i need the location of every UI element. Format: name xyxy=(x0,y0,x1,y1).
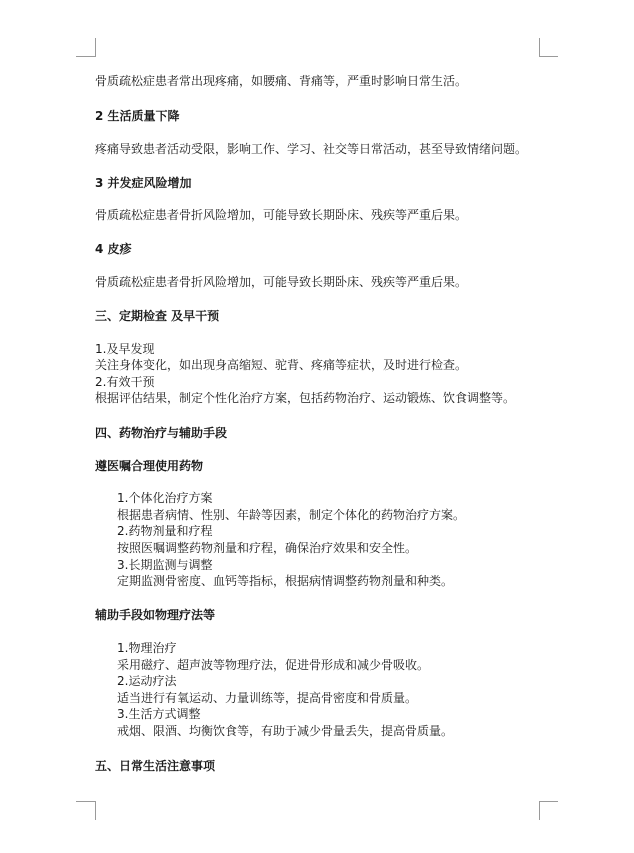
section-heading: 2 生活质量下降 xyxy=(95,109,180,123)
list-item: 戒烟、限酒、均衡饮食等，有助于减少骨量丢失，提高骨质量。 xyxy=(117,724,454,738)
crop-mark xyxy=(95,38,96,57)
section-heading: 3 并发症风险增加 xyxy=(95,176,192,190)
crop-mark xyxy=(539,801,540,820)
list-item: 采用磁疗、超声波等物理疗法，促进骨形成和减少骨吸收。 xyxy=(117,658,430,672)
list-item: 根据评估结果，制定个性化治疗方案，包括药物治疗、运动锻炼、饮食调整等。 xyxy=(95,391,516,405)
list-item: 关注身体变化，如出现身高缩短、驼背、疼痛等症状，及时进行检查。 xyxy=(95,358,468,372)
list-item: 按照医嘱调整药物剂量和疗程，确保治疗效果和安全性。 xyxy=(117,541,418,555)
list-item: 3.长期监测与调整 xyxy=(117,558,213,572)
list-item: 2.药物剂量和疗程 xyxy=(117,524,213,538)
section-heading: 四、药物治疗与辅助手段 xyxy=(95,426,228,440)
crop-mark xyxy=(95,801,96,820)
paragraph: 骨质疏松症患者骨折风险增加，可能导致长期卧床、残疾等严重后果。 xyxy=(95,275,468,289)
crop-mark xyxy=(76,801,95,802)
paragraph: 骨质疏松症患者常出现疼痛，如腰痛、背痛等，严重时影响日常生活。 xyxy=(95,74,468,88)
list-item: 1.及早发现 xyxy=(95,342,155,356)
section-heading: 4 皮疹 xyxy=(95,242,132,256)
list-item: 2.运动疗法 xyxy=(117,674,177,688)
section-heading: 三、定期检查 及早干预 xyxy=(95,309,220,323)
section-heading: 五、日常生活注意事项 xyxy=(95,759,216,773)
list-item: 定期监测骨密度、血钙等指标，根据病情调整药物剂量和种类。 xyxy=(117,574,454,588)
crop-mark xyxy=(539,56,558,57)
crop-mark xyxy=(539,38,540,57)
list-item: 3.生活方式调整 xyxy=(117,707,201,721)
list-item: 1.物理治疗 xyxy=(117,641,177,655)
paragraph: 疼痛导致患者活动受限，影响工作、学习、社交等日常活动，甚至导致情绪问题。 xyxy=(95,142,528,156)
list-item: 2.有效干预 xyxy=(95,375,155,389)
crop-mark xyxy=(539,801,558,802)
subsection-heading: 遵医嘱合理使用药物 xyxy=(95,459,204,473)
list-item: 1.个体化治疗方案 xyxy=(117,491,213,505)
paragraph: 骨质疏松症患者骨折风险增加，可能导致长期卧床、残疾等严重后果。 xyxy=(95,208,468,222)
list-item: 根据患者病情、性别、年龄等因素，制定个体化的药物治疗方案。 xyxy=(117,508,466,522)
crop-mark xyxy=(76,56,95,57)
list-item: 适当进行有氧运动、力量训练等，提高骨密度和骨质量。 xyxy=(117,691,418,705)
subsection-heading: 辅助手段如物理疗法等 xyxy=(95,608,216,622)
